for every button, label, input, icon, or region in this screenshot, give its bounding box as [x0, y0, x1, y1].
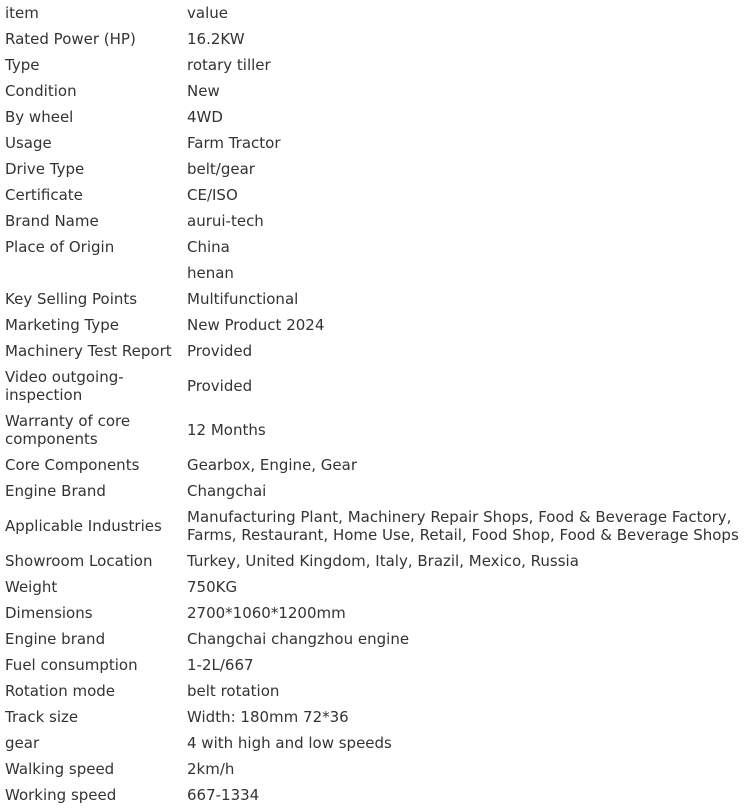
row-value: Turkey, United Kingdom, Italy, Brazil, Mexico, Russia: [187, 552, 579, 570]
table-row: [0, 26, 750, 52]
row-item-label: Engine brand: [5, 630, 106, 648]
row-value: Provided: [187, 342, 253, 360]
table-row: [0, 478, 750, 504]
row-value: Farm Tractor: [187, 134, 281, 152]
row-item-label: Track size: [5, 708, 79, 726]
table-row: [0, 52, 750, 78]
row-value: Width: 180mm 72*36: [187, 708, 349, 726]
table-row: [0, 782, 750, 808]
row-value: Provided: [187, 377, 253, 395]
table-row: [0, 130, 750, 156]
table-row: [0, 338, 750, 364]
table-row: [0, 600, 750, 626]
row-value: 667-1334: [187, 786, 260, 804]
row-value: rotary tiller: [187, 56, 271, 74]
column-header-item: item: [5, 4, 39, 22]
row-value: henan: [187, 264, 234, 282]
row-item-label: Showroom Location: [5, 552, 153, 570]
row-value: aurui-tech: [187, 212, 264, 230]
row-value: belt/gear: [187, 160, 255, 178]
row-value: Changchai: [187, 482, 267, 500]
row-value: 1-2L/667: [187, 656, 254, 674]
row-value: 12 Months: [187, 421, 266, 439]
table-row: [0, 312, 750, 338]
row-value: Changchai changzhou engine: [187, 630, 410, 648]
row-value: 2km/h: [187, 760, 235, 778]
row-value: 16.2KW: [187, 30, 245, 48]
row-value: 4 with high and low speeds: [187, 734, 392, 752]
row-item-label: Weight: [5, 578, 58, 596]
table-row: [0, 104, 750, 130]
row-item-label: Drive Type: [5, 160, 85, 178]
table-row: [0, 78, 750, 104]
row-item-label: Machinery Test Report: [5, 342, 172, 360]
table-header-row: [0, 0, 750, 26]
table-row: [0, 408, 750, 452]
row-item-label: Core Components: [5, 456, 140, 474]
table-row: [0, 756, 750, 782]
table-row: [0, 678, 750, 704]
row-value: belt rotation: [187, 682, 280, 700]
table-row: [0, 452, 750, 478]
table-row: [0, 260, 750, 286]
row-value: New Product 2024: [187, 316, 325, 334]
table-row: [0, 364, 750, 408]
table-row: [0, 704, 750, 730]
row-item-label: [0, 260, 182, 286]
table-row: [0, 574, 750, 600]
table-row: [0, 626, 750, 652]
row-item-label: Brand Name: [5, 212, 99, 230]
row-value: 4WD: [187, 108, 223, 126]
row-item-label: By wheel: [5, 108, 74, 126]
table-row: [0, 652, 750, 678]
table-row: [0, 730, 750, 756]
table-row: [0, 208, 750, 234]
row-item-label: Marketing Type: [5, 316, 119, 334]
row-value: Manufacturing Plant, Machinery Repair Shops, Food & Beverage Factory, Farms, Restaurant, Home Use, Retail, Food Shop, Food & Beverage Shops: [187, 508, 739, 544]
table-row: [0, 234, 750, 260]
table-row: [0, 548, 750, 574]
row-item-label: gear: [5, 734, 40, 752]
row-item-label: Working speed: [5, 786, 117, 804]
row-value: China: [187, 238, 230, 256]
row-item-label: Condition: [5, 82, 77, 100]
row-item-label: Fuel consumption: [5, 656, 138, 674]
row-item-label: Usage: [5, 134, 52, 152]
table-row: [0, 504, 750, 548]
row-item-label: Warranty of core components: [5, 412, 131, 448]
row-item-label: Place of Origin: [5, 238, 115, 256]
row-item-label: Rated Power (HP): [5, 30, 136, 48]
row-value: Multifunctional: [187, 290, 299, 308]
row-item-label: Dimensions: [5, 604, 93, 622]
row-item-label: Key Selling Points: [5, 290, 138, 308]
row-item-label: Type: [5, 56, 40, 74]
row-item-label: Rotation mode: [5, 682, 116, 700]
row-value: New: [187, 82, 220, 100]
row-value: 750KG: [187, 578, 238, 596]
table-row: [0, 156, 750, 182]
row-item-label: Video outgoing-inspection: [5, 368, 124, 404]
table-row: [0, 286, 750, 312]
row-item-label: Certificate: [5, 186, 83, 204]
row-value: CE/ISO: [187, 186, 238, 204]
row-item-label: Walking speed: [5, 760, 115, 778]
row-item-label: Applicable Industries: [5, 517, 162, 535]
column-header-value: value: [187, 4, 228, 22]
row-item-label: Engine Brand: [5, 482, 106, 500]
row-value: 2700*1060*1200mm: [187, 604, 346, 622]
row-value: Gearbox, Engine, Gear: [187, 456, 358, 474]
table-row: [0, 182, 750, 208]
